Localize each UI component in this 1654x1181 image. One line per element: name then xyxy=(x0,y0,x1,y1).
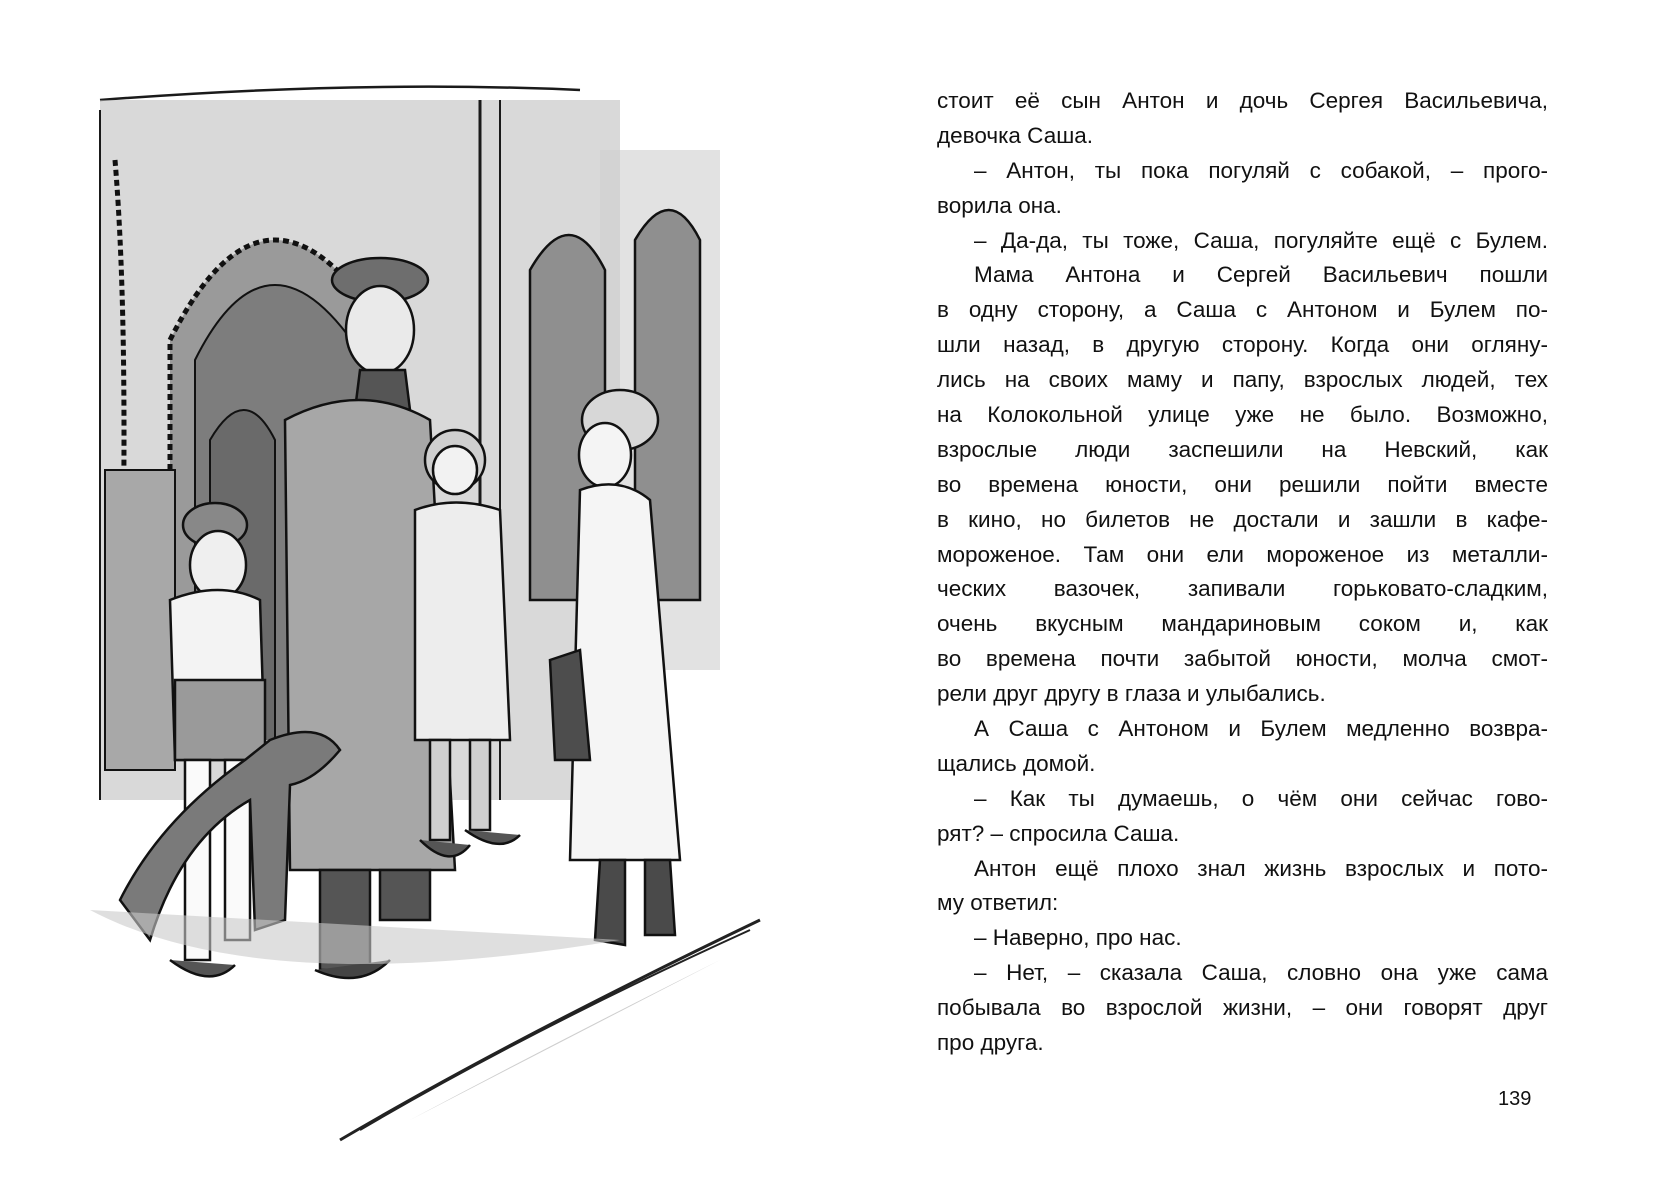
text-line: шли назад, в другую сторону. Когда они огляну- xyxy=(937,332,1548,358)
text-line: на Колокольной улице уже не было. Возможно, xyxy=(937,402,1548,428)
text-line: А Саша с Антоном и Булем медленно возвра- xyxy=(974,716,1548,742)
text-line: взрослые люди заспешили на Невский, как xyxy=(937,436,1548,462)
text-line: – Нет, – сказала Саша, словно она уже сама xyxy=(974,960,1548,986)
text-line: му ответил: xyxy=(937,890,1059,916)
text-line: щались домой. xyxy=(937,750,1096,776)
text-line: про друга. xyxy=(937,1030,1044,1056)
text-line: очень вкусным мандариновым соком и, как xyxy=(937,611,1548,637)
text-line: – Да-да, ты тоже, Саша, погуляйте ещё с Булем. xyxy=(974,227,1548,253)
text-line: рели друг другу в глаза и улыбались. xyxy=(937,681,1326,707)
text-line: в кино, но билетов не достали и зашли в кафе- xyxy=(937,506,1548,532)
page-number: 139 xyxy=(1498,1088,1532,1110)
text-line: побывала во взрослой жизни, – они говорят друг xyxy=(937,995,1548,1021)
text-line: во времена почти забытой юности, молча смот- xyxy=(937,646,1548,672)
text-line: мороженое. Там они ели мороженое из металли- xyxy=(937,541,1548,567)
text-line: стоит её сын Антон и дочь Сергея Васильевича, xyxy=(937,88,1548,113)
text-line: Мама Антона и Сергей Васильевич пошли xyxy=(974,262,1548,288)
body-text xyxy=(937,84,1548,1061)
text-line: во времена юности, они решили пойти вместе xyxy=(937,471,1548,497)
text-line: рят? – спросила Саша. xyxy=(937,820,1180,846)
text-line: в одну сторону, а Саша с Антоном и Булем по- xyxy=(937,297,1548,323)
text-line: – Антон, ты пока погуляй с собакой, – прого- xyxy=(974,157,1548,183)
street-ground xyxy=(90,910,760,1140)
text-line: ворила она. xyxy=(937,192,1062,218)
text-line: Антон ещё плохо знал жизнь взрослых и пото- xyxy=(974,855,1548,881)
illustration xyxy=(60,40,780,1160)
text-line: – Как ты думаешь, о чём они сейчас гово- xyxy=(974,785,1548,811)
text-line: девочка Саша. xyxy=(937,122,1094,148)
text-line: ческих вазочек, запивали горьковато-сладким, xyxy=(937,576,1548,602)
text-line: – Наверно, про нас. xyxy=(974,925,1182,951)
text-line: лись на своих маму и папу, взрослых людей, тех xyxy=(937,367,1548,393)
